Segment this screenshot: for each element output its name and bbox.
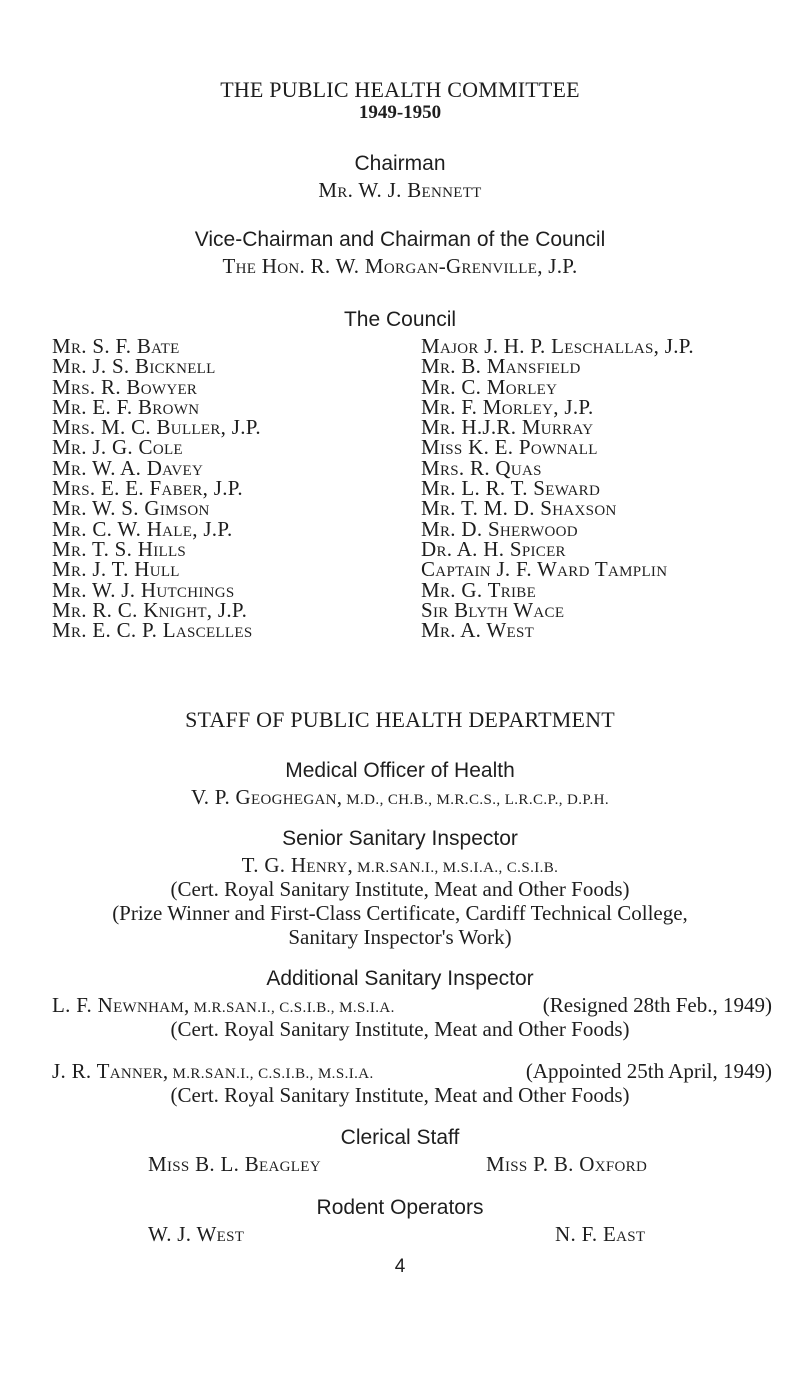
council-member: Mr. C. Morley <box>421 374 558 399</box>
council-title: The Council <box>343 308 457 331</box>
council-member: Mr. W. S. Gimson <box>52 496 210 521</box>
moh-name: V. P. Geoghegan, <box>190 785 343 809</box>
council-member: Sir Blyth Wace <box>421 597 565 622</box>
additional-inspector-1-cert: (Cert. Royal Sanitary Institute, Meat and Other Foods) <box>170 1017 630 1041</box>
council-member: Mr. J. G. Cole <box>52 435 183 460</box>
rodent-label: Rodent Operators <box>316 1196 484 1219</box>
council-member: Mr. J. T. Hull <box>52 557 180 582</box>
committee-title: THE PUBLIC HEALTH COMMITTEE <box>220 77 580 102</box>
chairman-name: Mr. W. J. Bennett <box>318 178 482 202</box>
council-left-column <box>52 334 261 643</box>
senior-inspector-qualifications: M.R.SAN.I., M.S.I.A., C.S.I.B. <box>357 860 559 876</box>
additional-inspector-2-name: J. R. Tanner, <box>52 1059 169 1083</box>
additional-inspector-label: Additional Sanitary Inspector <box>266 967 534 990</box>
senior-inspector-entry <box>0 853 800 878</box>
council-member: Mr. B. Mansfield <box>421 354 581 379</box>
council-member: Mr. W. A. Davey <box>52 455 204 480</box>
additional-inspector-1-note: (Resigned 28th Feb., 1949) <box>542 993 772 1017</box>
senior-inspector-cert: (Cert. Royal Sanitary Institute, Meat and Other Foods) <box>170 877 630 901</box>
clerical-staff-1: Miss B. L. Beagley <box>148 1152 321 1176</box>
moh-label: Medical Officer of Health <box>285 759 515 782</box>
council-member: Mr. T. S. Hills <box>52 536 187 561</box>
additional-inspector-2-qualifications: M.R.SAN.I., C.S.I.B., M.S.I.A. <box>172 1066 374 1082</box>
council-member: Mrs. M. C. Buller, J.P. <box>52 415 261 440</box>
council-member: Mr. C. W. Hale, J.P. <box>52 516 233 541</box>
staff-title: STAFF OF PUBLIC HEALTH DEPARTMENT <box>185 707 615 732</box>
council-member: Mr. L. R. T. Seward <box>421 476 601 501</box>
council-member: Mr. E. C. P. Lascelles <box>52 618 253 643</box>
senior-inspector-prize: (Prize Winner and First-Class Certificate, Cardiff Technical College, <box>112 901 688 925</box>
senior-inspector-prize-cont: Sanitary Inspector's Work) <box>288 925 512 949</box>
additional-inspector-2-cert: (Cert. Royal Sanitary Institute, Meat and Other Foods) <box>170 1083 630 1107</box>
council-member: Mr. D. Sherwood <box>421 516 578 541</box>
page-number: 4 <box>394 1256 406 1277</box>
moh-qualifications: M.D., CH.B., M.R.C.S., L.R.C.P., D.P.H. <box>346 792 610 808</box>
senior-inspector-label: Senior Sanitary Inspector <box>282 827 518 850</box>
moh-entry <box>0 785 800 810</box>
council-member: Dr. A. H. Spicer <box>421 536 566 561</box>
council-member: Mrs. R. Quas <box>421 455 542 480</box>
council-member: Mrs. E. E. Faber, J.P. <box>52 476 243 501</box>
council-member: Mr. R. C. Knight, J.P. <box>52 597 248 622</box>
council-member: Mr. H.J.R. Murray <box>421 415 594 440</box>
council-member: Mr. G. Tribe <box>421 577 537 602</box>
council-member: Mrs. R. Bowyer <box>52 374 198 399</box>
clerical-label: Clerical Staff <box>340 1126 460 1149</box>
council-member: Mr. S. F. Bate <box>52 334 180 358</box>
council-member: Mr. W. J. Hutchings <box>52 577 235 602</box>
council-member: Mr. F. Morley, J.P. <box>421 394 594 419</box>
council-member: Captain J. F. Ward Tamplin <box>421 557 668 582</box>
additional-inspector-2-note: (Appointed 25th April, 1949) <box>525 1059 772 1083</box>
senior-inspector-name: T. G. Henry, <box>241 853 354 877</box>
council-member: Mr. T. M. D. Shaxson <box>421 496 617 521</box>
council-member: Major J. H. P. Leschallas, J.P. <box>421 334 694 358</box>
additional-inspector-2 <box>52 1059 374 1084</box>
vice-chairman-name: The Hon. R. W. Morgan-Grenville, J.P. <box>222 254 578 278</box>
council-member: Mr. A. West <box>421 618 535 643</box>
additional-inspector-1-name: L. F. Newnham, <box>52 993 190 1017</box>
committee-years: 1949-1950 <box>358 102 442 123</box>
council-member: Mr. E. F. Brown <box>52 394 200 419</box>
rodent-operator-1: W. J. West <box>148 1222 245 1246</box>
council-right-column <box>421 334 694 643</box>
council-member: Mr. J. S. Bicknell <box>52 354 216 379</box>
additional-inspector-1-qualifications: M.R.SAN.I., C.S.I.B., M.S.I.A. <box>193 1000 395 1016</box>
rodent-operator-2: N. F. East <box>555 1222 646 1246</box>
clerical-staff-2: Miss P. B. Oxford <box>486 1152 648 1176</box>
additional-inspector-1 <box>52 993 395 1018</box>
vice-chairman-label: Vice-Chairman and Chairman of the Council <box>194 228 606 251</box>
chairman-label: Chairman <box>354 152 446 175</box>
council-member: Miss K. E. Pownall <box>421 435 598 460</box>
